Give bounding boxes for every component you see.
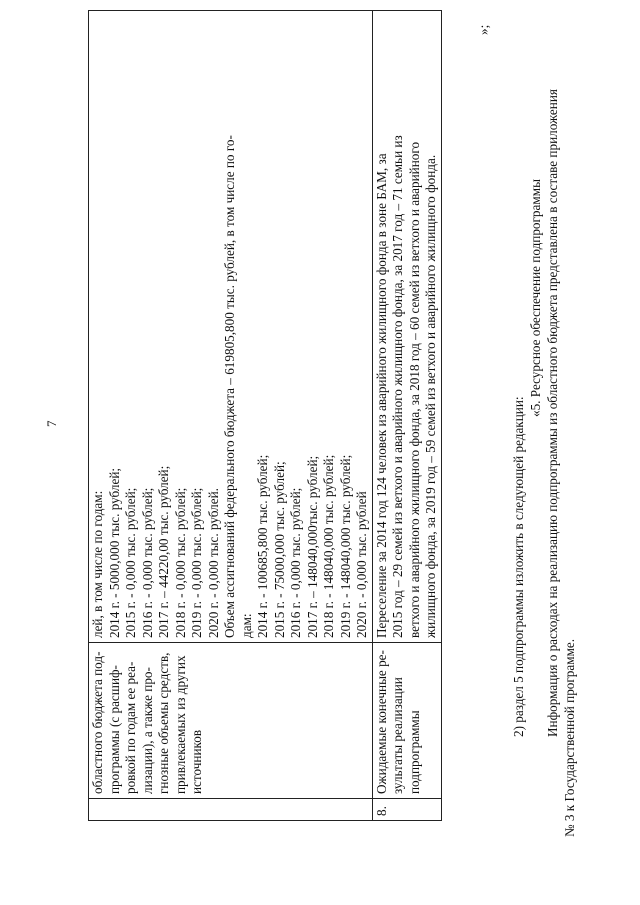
content-line: дам: <box>238 613 254 638</box>
content-line: ветхого и аварийного жилищного фонда, за 2018 год – 60 семей из ветхого и аварийного <box>406 141 422 638</box>
label-line: источников <box>189 729 204 794</box>
results-content-cell <box>372 11 441 643</box>
content-line: Объем ассигнований федерального бюджета – 619805,800 тыс. рублей, в том числе по го- <box>222 135 237 638</box>
content-line: 2014 г. - 5000,000 тыс. рублей; <box>106 467 122 638</box>
closing-quote: »; <box>476 24 491 35</box>
content-line: 2019 г. - 148040,000 тыс. рублей; <box>337 454 353 638</box>
label-line: лизации), а также про- <box>139 667 155 794</box>
content-line: жилищного фонда, за 2019 год – 59 семей из ветхого и аварийного жилищного фонда. <box>423 154 438 638</box>
content-line: 2020 г. - 0,000 тыс. рублей <box>354 491 369 638</box>
amendment-text <box>510 37 578 837</box>
label-line: ровкой по годам ее реа- <box>123 661 138 794</box>
row-number-cell <box>89 799 373 821</box>
amendment-item: 2) раздел 5 подпрограммы изложить в следующей редакции: <box>511 396 526 737</box>
label-line: Ожидаемые конечные ре- <box>373 650 389 794</box>
content-line: 2016 г. - 0,000 тыс. рублей; <box>139 487 155 638</box>
content-line: 2018 г. - 148040,000 тыс. рублей; <box>321 454 336 638</box>
label-line: областного бюджета под- <box>90 651 105 794</box>
content-line: 2020 г. - 0,000 тыс. рублей. <box>205 488 221 638</box>
row-number-cell: 8. <box>372 799 441 821</box>
row-label-cell <box>372 643 441 799</box>
body-paragraph-cont: № 3 к Государственной программе. <box>562 638 577 837</box>
content-line: лей, в том числе по годам: <box>90 490 105 638</box>
content-line: 2019 г. - 0,000 тыс. рублей; <box>189 487 204 638</box>
label-line: привлекаемых из других <box>172 655 188 794</box>
body-paragraph: Информация о расходах на реализацию подпрограммы из областного бюджета представлена в составе приложения <box>545 89 560 737</box>
label-line: гнозные объемы средств, <box>156 652 171 794</box>
label-line: подпрограммы <box>406 710 422 794</box>
content-line: Переселение за 2014 год 124 человек из аварийного жилищного фонда в зоне БАМ, за <box>373 153 389 638</box>
content-line: 2015 г. - 0,000 тыс. рублей; <box>123 487 138 638</box>
content-line: 2014 г. - 100685,800 тыс. рублей; <box>255 454 270 638</box>
content-line: 2017 г. – 148040,000тыс. рублей; <box>304 455 320 638</box>
content-line: 2016 г. - 0,000 тыс. рублей; <box>288 487 303 638</box>
label-line: программы (с расшиф- <box>106 665 122 794</box>
content-line: 2015 г. - 75000,000 тыс. рублей; <box>271 461 287 638</box>
content-line: 2017 г. – 44220,00 тыс. рублей; <box>156 465 171 638</box>
table-row <box>372 11 441 821</box>
content-line: 2015 год – 29 семей из ветхого и аварийного жилищного фонда, за 2017 год – 71 семьи из <box>390 135 405 638</box>
funding-content-cell <box>89 11 373 643</box>
row-label-cell <box>89 643 373 799</box>
page-number: 7 <box>44 420 59 427</box>
content-line: 2018 г. - 0,000 тыс. рублей; <box>172 487 188 638</box>
table-row <box>89 11 373 821</box>
label-line: зультаты реализации <box>390 677 405 794</box>
subprogram-table <box>88 10 442 821</box>
section-heading: «5. Ресурсное обеспечение подпрограммы <box>528 179 543 417</box>
